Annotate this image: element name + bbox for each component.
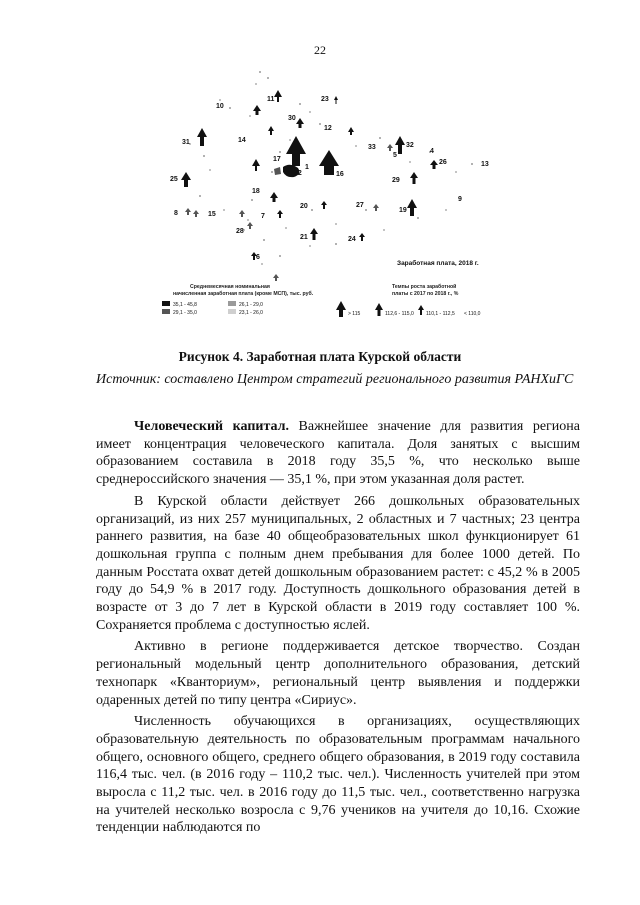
paragraph-creativity-text: Активно в регионе поддерживается детское творчество. Создан региональный модельный центр дополнительного образования, детский технопарк «Кванториум», региональный центр выявления и поддержки одаренных детей по типу центра «Сириус». xyxy=(96,639,580,708)
body-text xyxy=(96,418,580,837)
region-number-30: 30 xyxy=(288,115,296,122)
region-number-23: 23 xyxy=(321,96,329,103)
district-marks xyxy=(170,71,489,281)
region-number-4: 4 xyxy=(430,148,434,155)
legend-salary-range-2: 26,1 - 29,0 xyxy=(239,302,263,308)
legend-salary-title-line-2: начисленная заработная плата (кроме МСП), тыс. руб. xyxy=(173,291,314,297)
legend-salary-title-line-1: Среднемесячная номинальная xyxy=(190,284,270,290)
legend-growth-arrow-3 xyxy=(418,305,424,315)
region-number-13: 13 xyxy=(481,161,489,168)
legend-salary-range-3: 29,1 - 35,0 xyxy=(173,310,197,316)
region-number-10: 10 xyxy=(216,103,224,110)
region-number-1: 1 xyxy=(305,164,309,171)
legend-growth-range-2: 112,6 - 115,0 xyxy=(385,311,414,317)
region-number-28: 28 xyxy=(236,228,244,235)
region-number-27: 27 xyxy=(356,202,364,209)
legend-growth-title-line-1: Темпы роста заработной xyxy=(392,284,457,290)
region-number-5: 5 xyxy=(393,152,397,159)
region-number-31: 31 xyxy=(182,139,190,146)
paragraph-students: Численность обучающихся в организациях, осуществляющих образовательную деятельность по образовательным программам начального общего, основного общего, среднего общего образования, в 2019 году составила 116,4 тыс. чел. (в 2016 году – 110,2 тыс. чел.). Численность учителей при этом выросла с 11,2 тыс. чел. в 2016 году до 11,5 тыс. чел., соответственно нагрузка на учителей несколько возросла с 9,76 учеников на учителя до 10,16. Схожие тенденции наблюдаются по xyxy=(96,714,580,836)
region-number-12: 12 xyxy=(324,125,332,132)
region-number-32: 32 xyxy=(406,142,414,149)
region-number-14: 14 xyxy=(238,137,246,144)
legend-growth-range-4: < 110,0 xyxy=(464,311,481,317)
legend-growth-arrow-2 xyxy=(375,303,383,316)
region-number-7: 7 xyxy=(261,213,265,220)
figure-caption: Рисунок 4. Заработная плата Курской области xyxy=(178,349,462,364)
region-number-29: 29 xyxy=(392,177,400,184)
region-number-22: 22 xyxy=(294,170,302,177)
region-number-9: 9 xyxy=(458,196,462,203)
region-number-17: 17 xyxy=(273,156,281,163)
paragraph-human-capital xyxy=(96,418,580,489)
figure-source: Источник: составлено Центром стратегий регионального развития РАНХиГС xyxy=(96,372,574,387)
legend-growth-range-3: 110,1 - 112,5 xyxy=(426,311,455,317)
region-number-8: 8 xyxy=(174,210,178,217)
region-number-18: 18 xyxy=(252,188,260,195)
region-number-25: 25 xyxy=(170,176,178,183)
map-caption: Заработная плата, 2018 г. xyxy=(397,260,479,267)
region-number-26: 26 xyxy=(439,159,447,166)
region-number-6: 6 xyxy=(256,254,260,261)
legend-swatch-salary-1 xyxy=(162,301,170,306)
legend-salary-range-4: 23,1 - 26,0 xyxy=(239,310,263,316)
wage-map-figure xyxy=(160,60,500,322)
legend-growth-arrow-1 xyxy=(336,301,346,317)
legend-swatch-salary-2 xyxy=(228,301,236,306)
map-legend xyxy=(162,283,481,317)
paragraph-text: Важнейшее значение для развития региона имеет концентрация человеческого капитала. Доля занятых с высшим образованием составила в 2018 году 35,5 %, что несколько выше среднероссийского значения — 35,1 %, при этом указанная доля растет. xyxy=(96,419,580,488)
legend-growth-range-1: > 115 xyxy=(348,311,361,317)
region-number-20: 20 xyxy=(300,203,308,210)
page-number: 22 xyxy=(314,43,326,57)
paragraph-preschool: В Курской области действует 266 дошкольных образовательных организаций, из них 257 муниципальных, 2 областных и 7 частных; 23 центра раннего развития, на базе 40 общеобразовательных школ функционирует 61 дошкольная группа с полным днем пребывания для более 1000 детей. По данным Росстата охват детей дошкольным образованием растет: с 45,2 % в 2005 году до 54,9 % в 2017 году. Доступность дошкольного образования детей в возрасте от 3 до 7 лет в Курской области в 2019 году составляет 100 %. Сохраняется проблема с доступностью яслей. xyxy=(96,493,580,633)
legend-swatch-salary-3 xyxy=(162,309,170,314)
region-number-15: 15 xyxy=(208,211,216,218)
legend-salary-range-1: 35,1 - 45,8 xyxy=(173,302,197,308)
paragraph-creativity xyxy=(96,638,580,709)
region-number-33: 33 xyxy=(368,144,376,151)
region-number-21: 21 xyxy=(300,234,308,241)
region-number-19: 19 xyxy=(399,207,407,214)
legend-growth-title-line-2: платы с 2017 по 2018 г., % xyxy=(392,291,459,297)
region-number-16: 16 xyxy=(336,171,344,178)
legend-swatch-salary-4 xyxy=(228,309,236,314)
paragraph-lead: Человеческий капитал. xyxy=(134,419,289,434)
region-number-11: 11 xyxy=(267,96,275,103)
region-number-24: 24 xyxy=(348,236,356,243)
